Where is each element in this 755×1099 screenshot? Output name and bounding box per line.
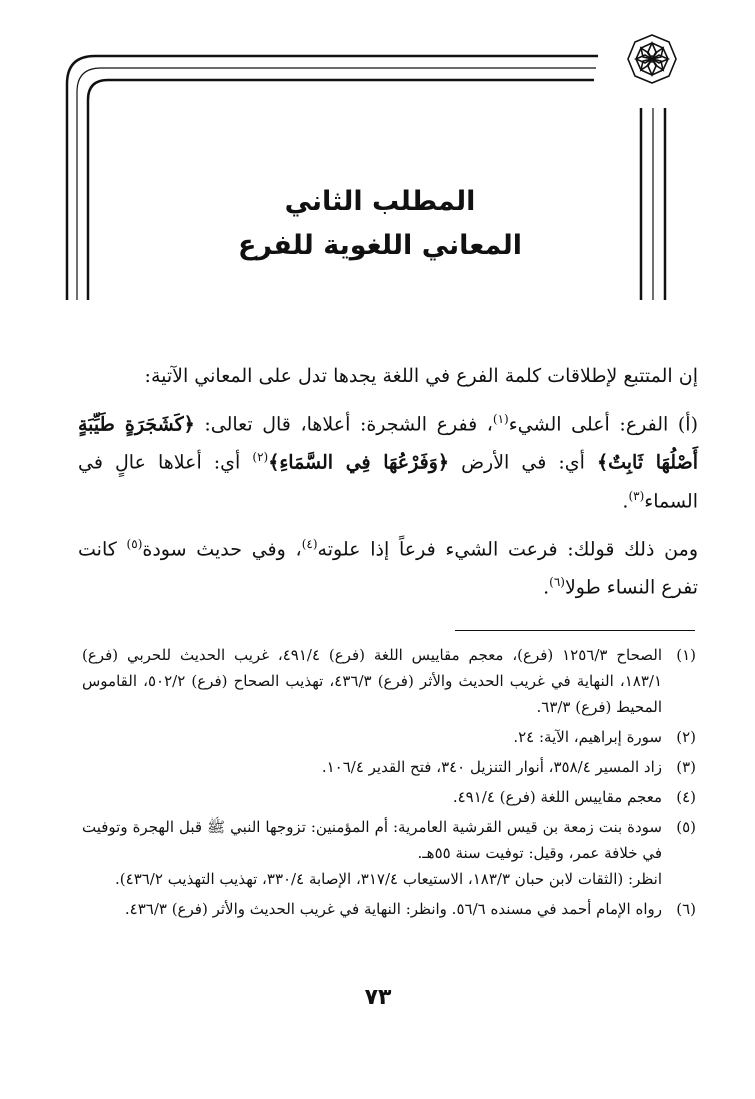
text-span: ، ففرع الشجرة: أعلاها، قال تعالى: — [204, 413, 493, 436]
footnote-ref: (٤) — [301, 536, 318, 551]
quran-verse: ﴿كَشَجَرَةٍ طَيِّبَةٍ أَصْلُهَا ثَابِتٌ﴾ — [78, 413, 699, 474]
footnote-divider — [455, 630, 695, 631]
paragraph-a — [78, 403, 698, 518]
footnote-number: (١) — [676, 646, 696, 664]
footnote-ref: (٣) — [628, 488, 645, 503]
footnote-text: معجم مقاييس اللغة (فرع) ٤٩١/٤. — [452, 788, 662, 806]
geometric-ornament-icon — [628, 35, 676, 83]
footnote-ref: (٥) — [126, 536, 143, 551]
footnote-ref: (٦) — [549, 575, 565, 590]
main-text — [78, 360, 698, 615]
footnote-ref: (٢) — [252, 450, 269, 465]
section-subtitle: المعاني اللغوية للفرع — [237, 230, 523, 261]
footnote-item — [82, 784, 696, 810]
section-title: المطلب الثاني — [284, 186, 476, 217]
footnote-item — [82, 896, 696, 922]
footnote-item — [82, 642, 696, 720]
footnote-text: الصحاح ١٢٥٦/٣ (فرع)، معجم مقاييس اللغة (فرع) ٤٩١/٤، غريب الحديث للحربي (فرع) ١٨٣/١، النهاية في غريب الحديث والأثر (فرع) ٤٣٦/٣، تهذيب الصحاح (فرع) ٥٠٢/٢، القاموس المحيط (فرع) ٦٣/٣. — [82, 646, 663, 716]
footnote-number: (٥) — [676, 818, 696, 836]
text-span: كانت تفرع النساء طولا — [78, 538, 698, 599]
footnote-text: رواه الإمام أحمد في مسنده ٥٦/٦. وانظر: النهاية في غريب الحديث والأثر (فرع) ٤٣٦/٣. — [124, 900, 662, 918]
footnote-text: انظر: (الثقات لابن حبان ١٨٣/٣، الاستيعاب ٣١٧/٤، الإصابة ٣٣٠/٤، تهذيب التهذيب ٤٣٦/٢). — [115, 870, 662, 888]
footnote-number: (٤) — [676, 788, 696, 806]
footnote-number: (٣) — [676, 758, 696, 776]
footnotes — [82, 642, 696, 926]
text-span: أي: في الأرض — [449, 451, 597, 474]
section-headings — [200, 180, 560, 268]
footnote-ref: (١) — [492, 412, 509, 426]
text-span: ، وفي حديث سودة — [142, 538, 302, 561]
text-span: أي: أعلاها عالٍ في السماء — [78, 451, 698, 512]
intro-paragraph: إن المتتبع لإطلاقات كلمة الفرع في اللغة يجدها تدل على المعاني الآتية: — [144, 365, 698, 387]
footnote-item — [82, 814, 696, 892]
footnote-text: سودة بنت زمعة بن قيس القرشية العامرية: أم المؤمنين: تزوجها النبي ﷺ قبل الهجرة وتوفيت في خلافة عمر، وقيل: توفيت سنة ٥٥هـ. — [82, 818, 662, 862]
footnote-number: (٢) — [676, 728, 696, 746]
text-span: . — [622, 489, 629, 512]
text-span: ومن ذلك قولك: فرعت الشيء فرعاً إذا علوته — [317, 538, 698, 561]
paragraph-b — [78, 528, 698, 605]
footnote-text: زاد المسير ٣٥٨/٤، أنوار التنزيل ٣٤٠، فتح القدير ١٠٦/٤. — [321, 758, 662, 776]
footnote-text: سورة إبراهيم، الآية: ٢٤. — [513, 728, 662, 746]
text-span: (أ) الفرع: أعلى الشيء — [508, 413, 698, 436]
footnote-item — [82, 754, 696, 780]
text-span: . — [543, 576, 550, 599]
quran-verse: ﴿وَفَرْعُهَا فِي السَّمَاءِ﴾ — [268, 451, 450, 474]
footnote-item — [82, 724, 696, 750]
footnote-number: (٦) — [676, 900, 696, 918]
page-number: ٧٣ — [364, 985, 392, 1010]
